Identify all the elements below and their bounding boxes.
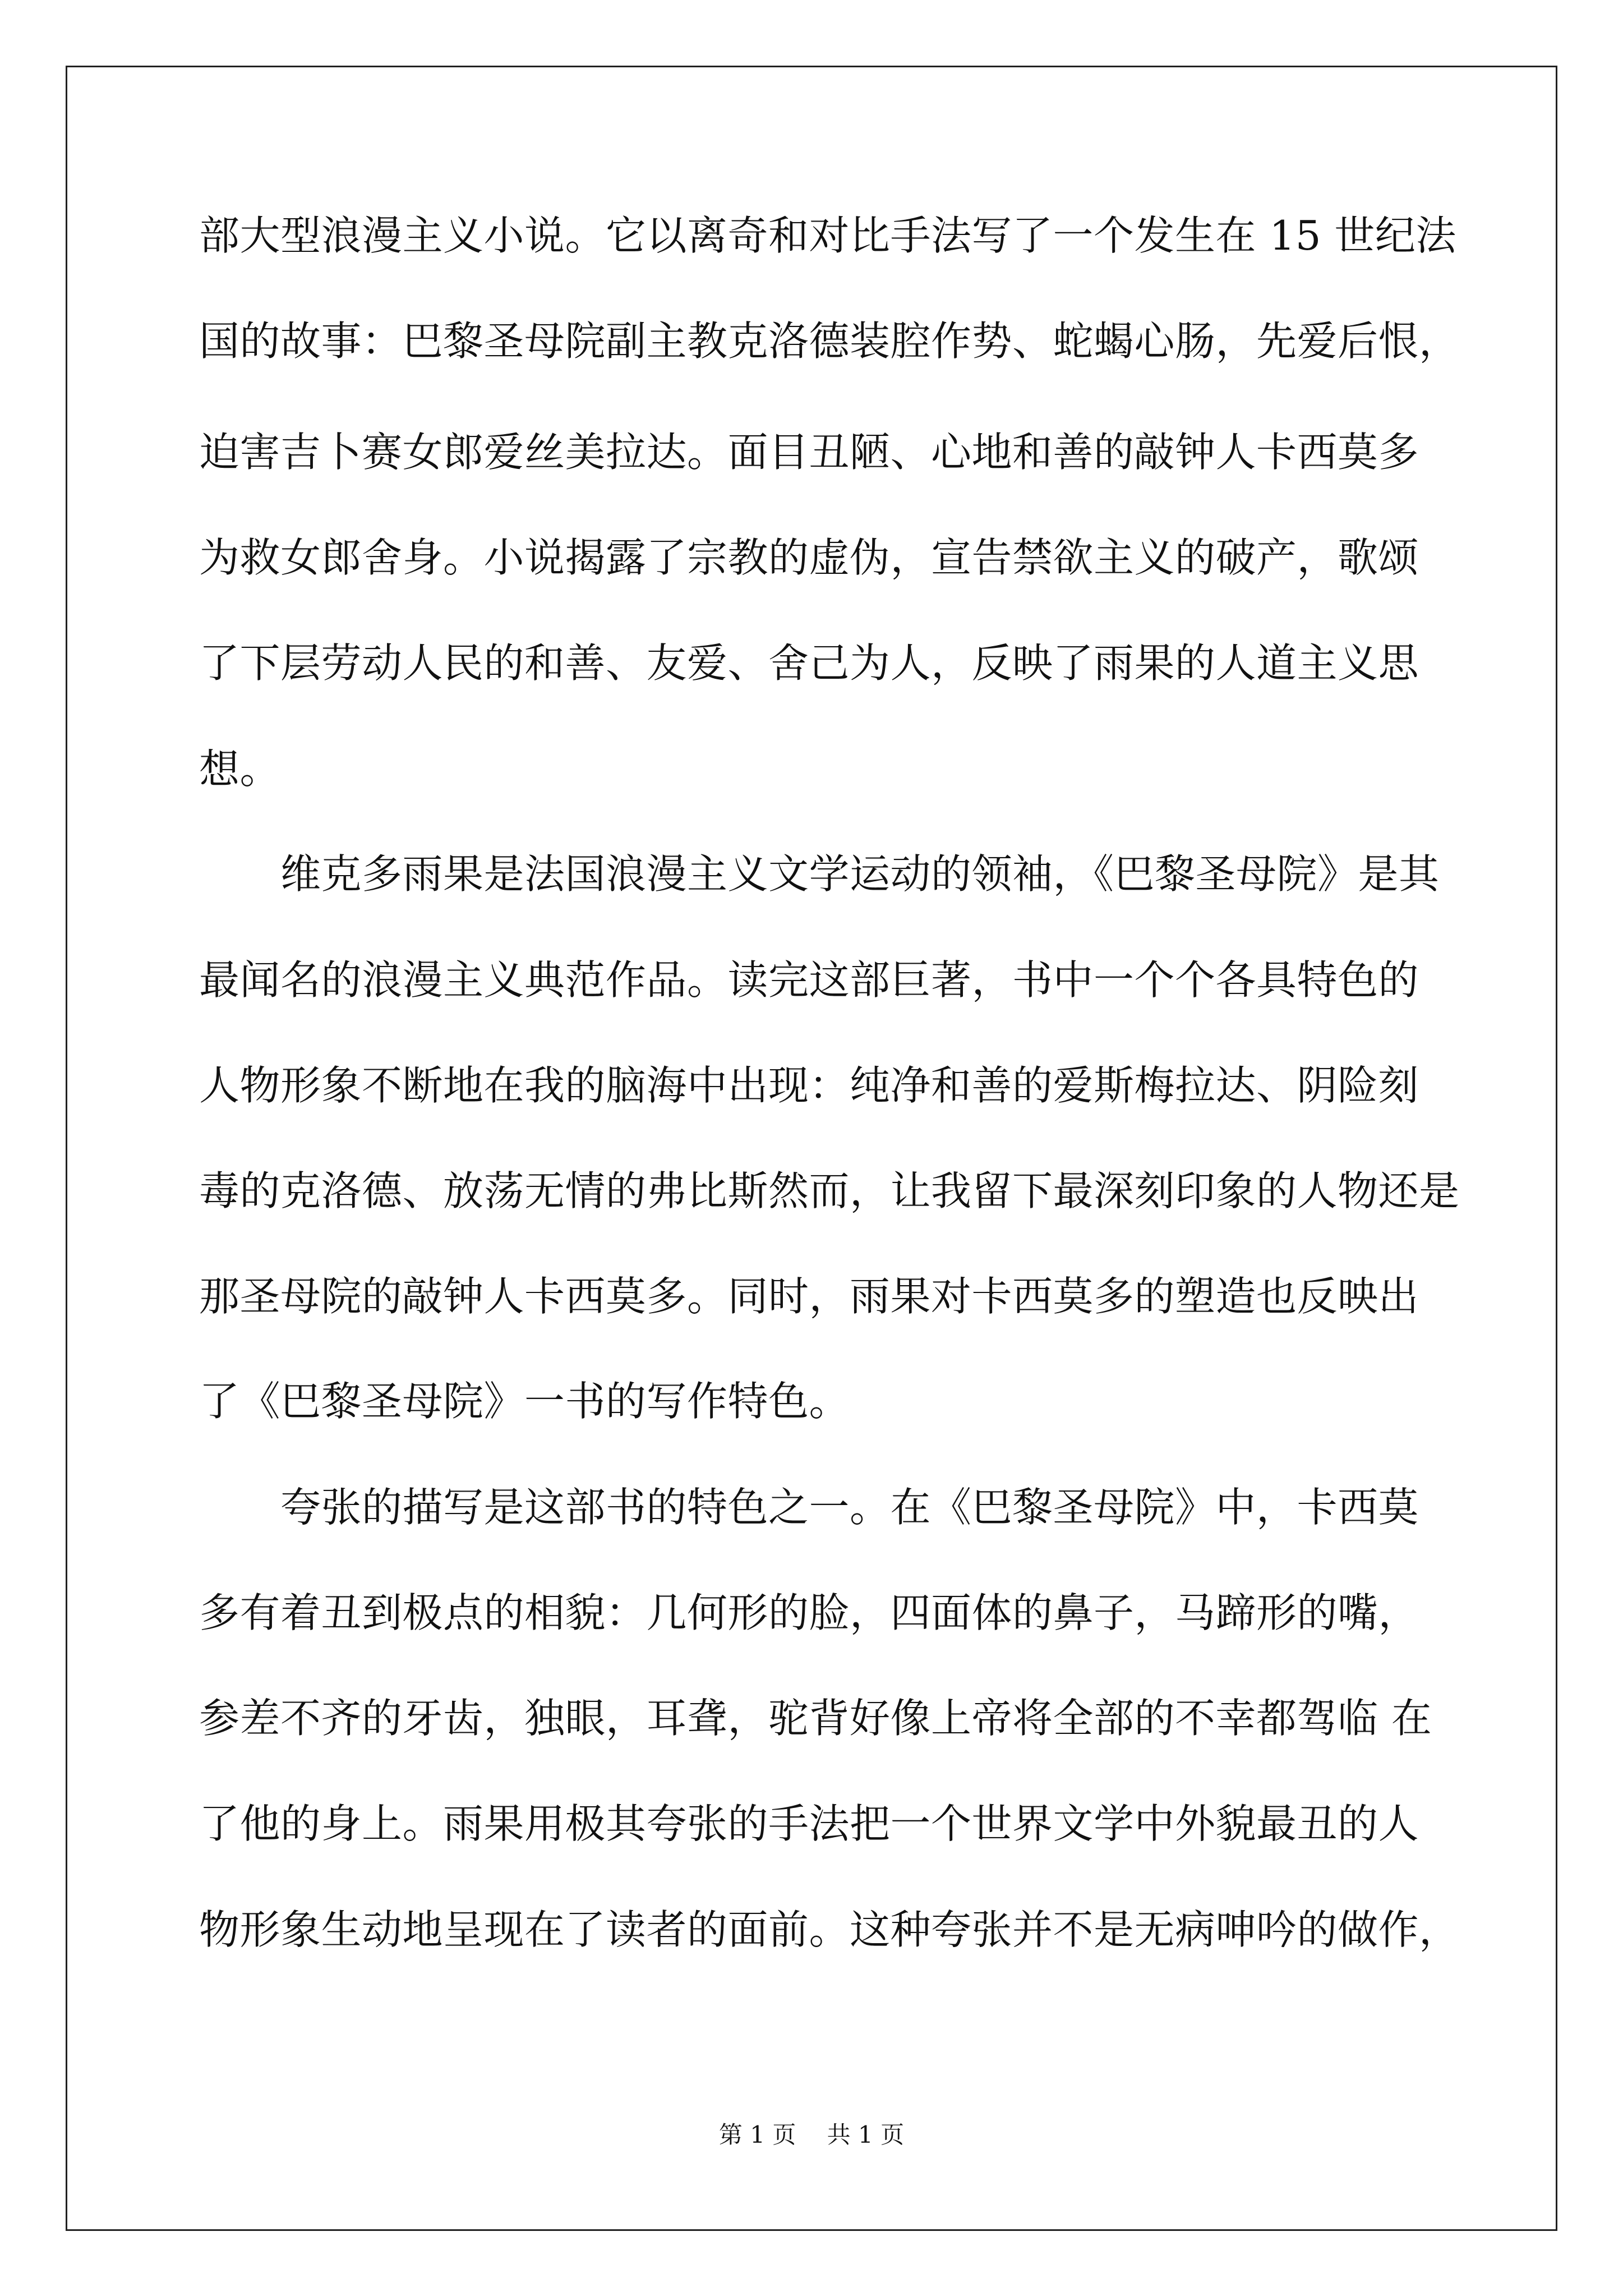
text-line-13: 夸张的描写是这部书的特色之一。在《巴黎圣母院》中，卡西莫: [199, 1484, 1419, 1531]
text-line-8: 最闻名的浪漫主义典范作品。读完这部巨著，书中一个个各具特色的: [199, 956, 1419, 1004]
page-number-footer: 第 1 页 共 1 页: [718, 2121, 905, 2148]
text-line-6: 想。: [199, 746, 281, 793]
text-line-11: 那圣母院的敲钟人卡西莫多。同时，雨果对卡西莫多的塑造也反映出: [199, 1273, 1419, 1320]
text-line-12: 了《巴黎圣母院》一书的写作特色。: [199, 1378, 850, 1425]
text-line-3: 迫害吉卜赛女郎爱丝美拉达。面目丑陋、心地和善的敲钟人卡西莫多: [199, 429, 1419, 476]
text-line-14: 多有着丑到极点的相貌：几何形的脸，四面体的鼻子，马蹄形的嘴，: [199, 1589, 1419, 1636]
text-line-7: 维克多雨果是法国浪漫主义文学运动的领袖，《巴黎圣母院》是其: [199, 850, 1440, 898]
text-line-10: 毒的克洛德、放荡无情的弗比斯然而，让我留下最深刻印象的人物还是: [199, 1167, 1460, 1214]
text-line-16: 了他的身上。雨果用极其夸张的手法把一个世界文学中外貌最丑的人: [199, 1800, 1419, 1847]
text-line-9: 人物形象不断地在我的脑海中出现：纯净和善的爱斯梅拉达、阴险刻: [199, 1062, 1419, 1109]
text-line-5: 了下层劳动人民的和善、友爱、舍己为人，反映了雨果的人道主义思: [199, 639, 1419, 687]
text-line-17: 物形象生动地呈现在了读者的面前。这种夸张并不是无病呻吟的做作，: [199, 1906, 1460, 1953]
text-line-15: 参差不齐的牙齿，独眼，耳聋，驼背好像上帝将全部的不幸都驾临 在: [199, 1695, 1432, 1742]
text-line-2: 国的故事：巴黎圣母院副主教克洛德装腔作势、蛇蝎心肠，先爱后恨，: [199, 318, 1460, 365]
text-line-1: 部大型浪漫主义小说。它以离奇和对比手法写了一个发生在 15 世纪法: [199, 212, 1456, 259]
text-line-4: 为救女郎舍身。小说揭露了宗教的虚伪，宣告禁欲主义的破产，歌颂: [199, 534, 1419, 581]
